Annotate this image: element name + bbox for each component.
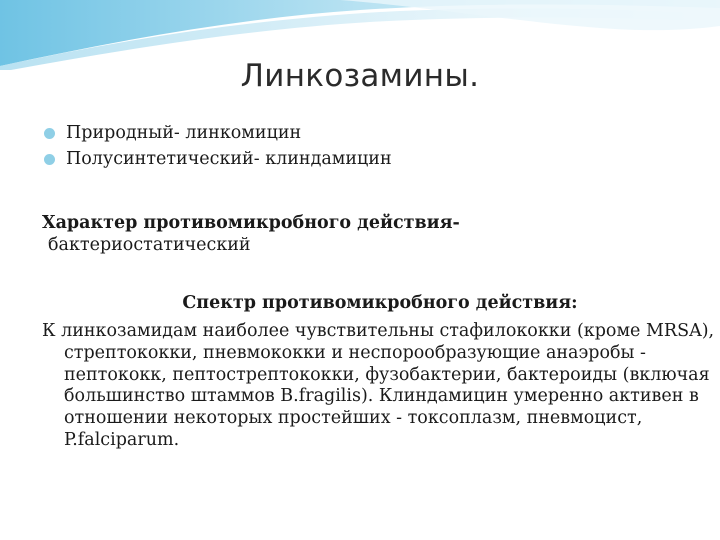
bullet-dot-icon bbox=[44, 128, 55, 139]
bullet-list bbox=[42, 120, 392, 172]
action-heading: Характер противомикробного действия- bbox=[42, 213, 460, 233]
bullet-item-natural bbox=[42, 120, 392, 146]
spectrum-heading: Спектр противомикробного действия: bbox=[182, 293, 578, 313]
bullet-text: Природный- линкомицин bbox=[66, 123, 302, 143]
bullet-dot-icon bbox=[44, 154, 55, 165]
bullet-text: Полусинтетический- клиндамицин bbox=[66, 149, 392, 169]
action-value: бактериостатический bbox=[48, 235, 251, 255]
bullet-item-semisynthetic bbox=[42, 146, 392, 172]
action-paragraph bbox=[42, 212, 702, 256]
slide-title: Линкозамины. bbox=[240, 58, 480, 94]
spectrum-text: К линкозамидам наиболее чувствительны стафилококки (кроме MRSA), стрептококки, пневмококки и неспорообразующие анаэробы - пептококк, пептострептококки, фузобактерии, бактероиды (включая большинство штаммов B.fragilis). Клиндамицин умеренно активен в отношении некоторых простейших - токсоплазм, пневмоцист, P.falciparum. bbox=[42, 321, 715, 450]
